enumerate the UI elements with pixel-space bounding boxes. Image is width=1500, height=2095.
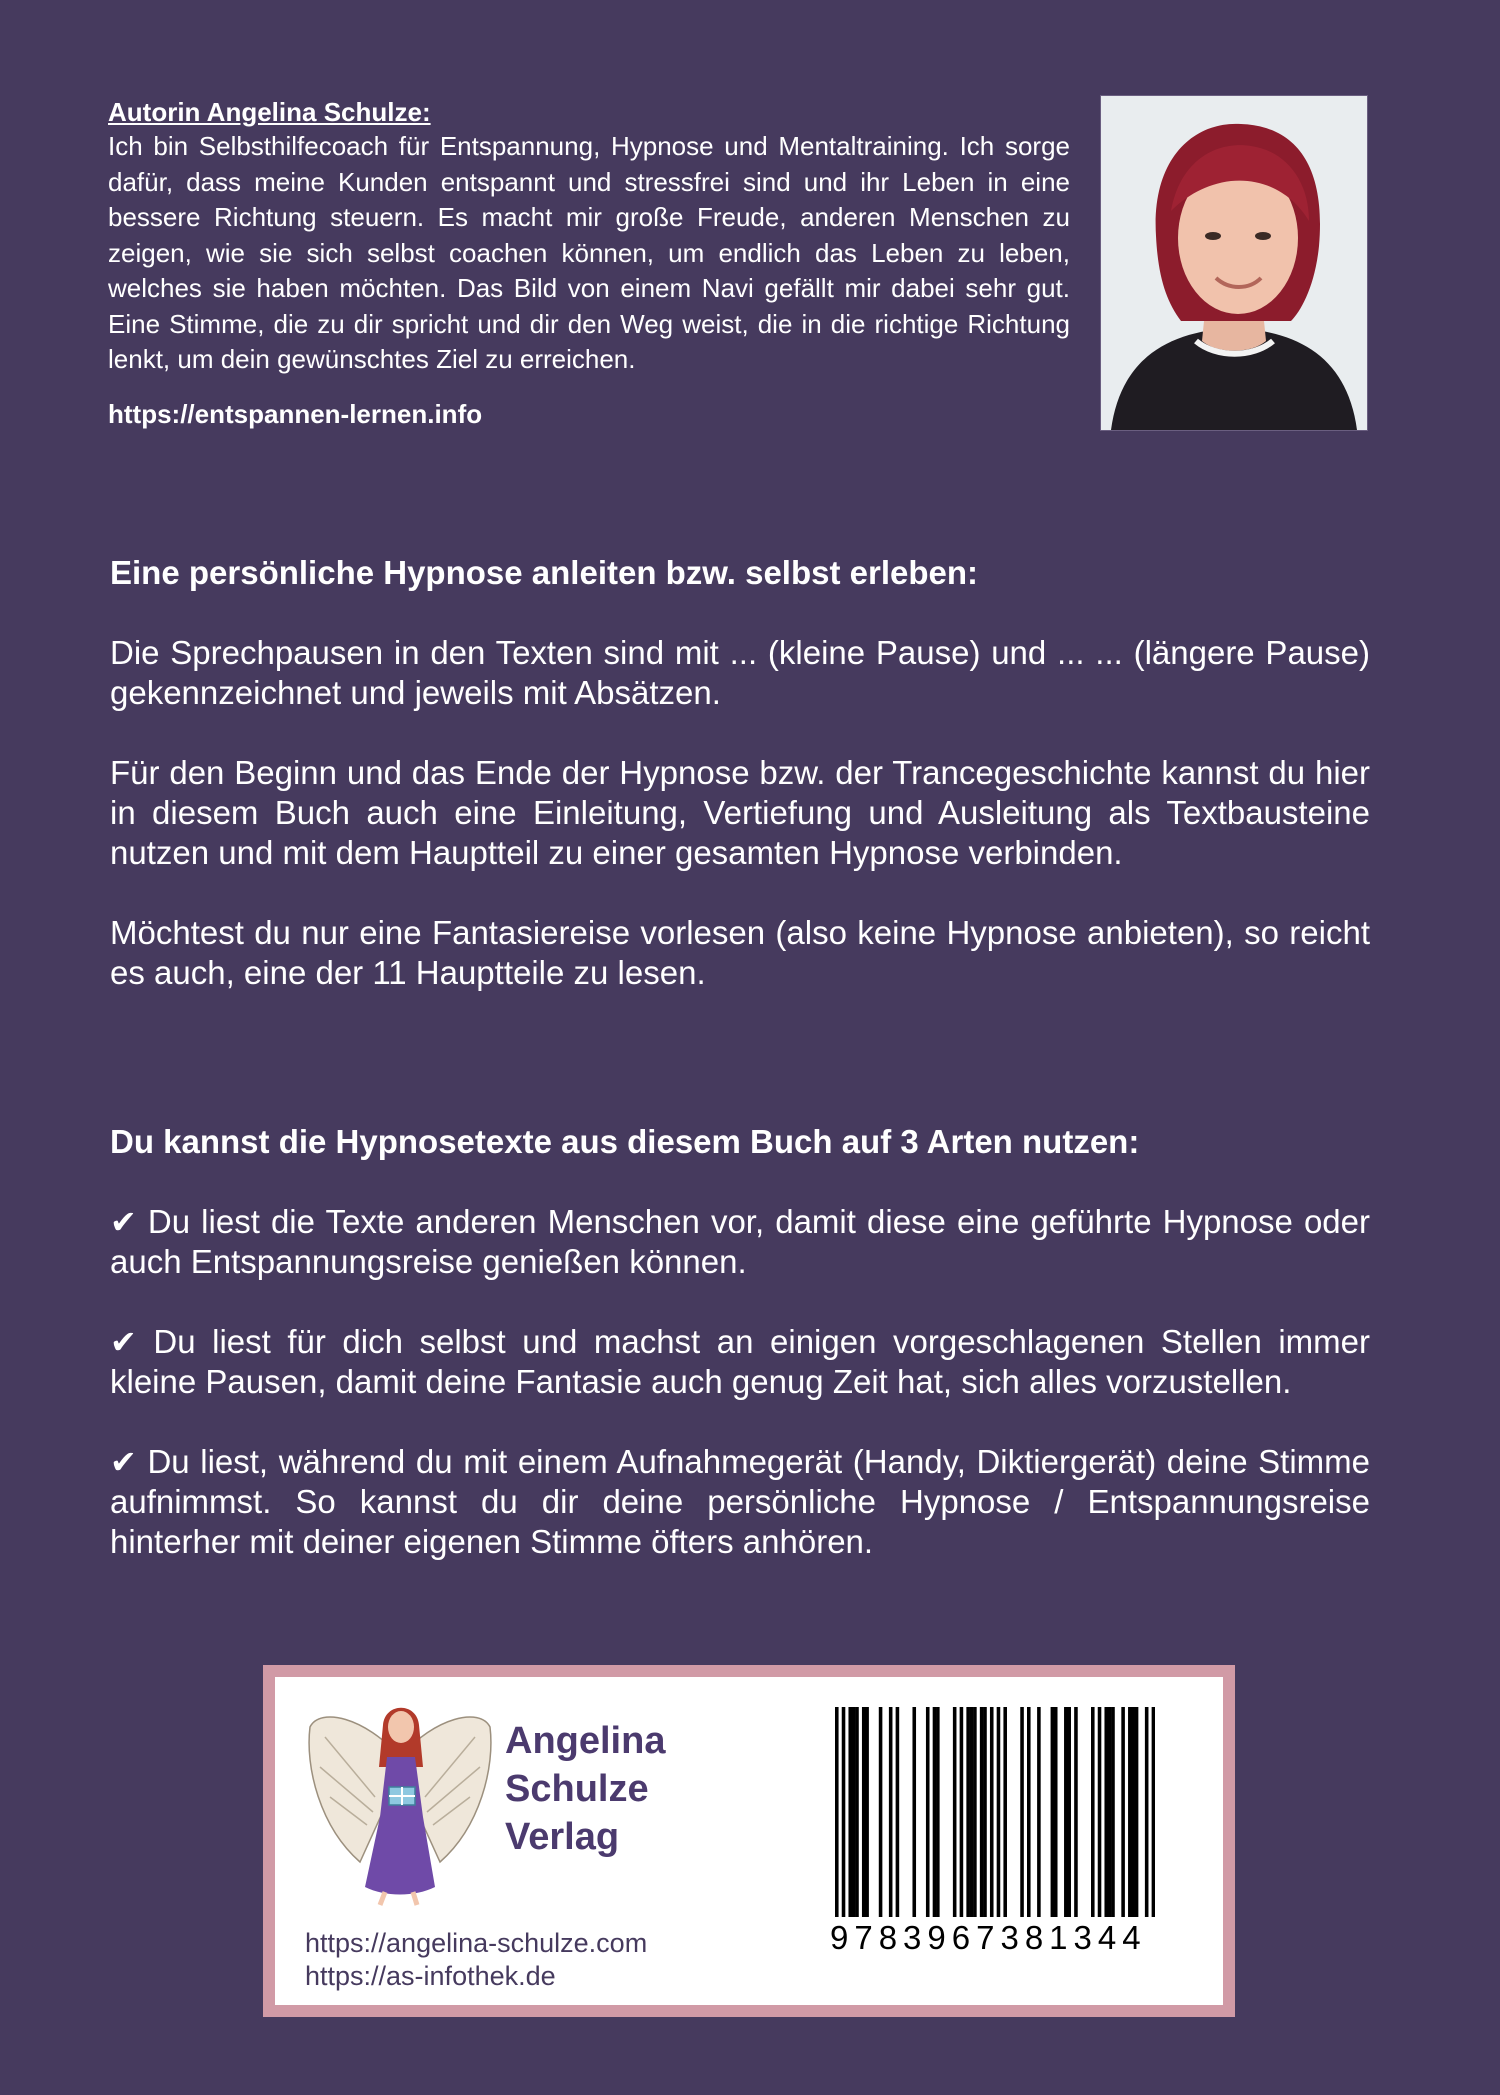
barcode-bar: [1051, 1707, 1055, 1917]
barcode-bar: [1131, 1707, 1135, 1917]
author-photo: [1100, 95, 1368, 431]
barcode-bar: [1152, 1707, 1155, 1917]
usage-heading: Du kannst die Hypnosetexte aus diesem Buch auf 3 Arten nutzen:: [110, 1123, 1140, 1160]
barcode-bar: [1067, 1707, 1071, 1917]
publisher-name-line: Schulze: [505, 1768, 649, 1810]
publisher-box: [263, 1665, 1235, 2017]
barcode-bar: [1064, 1707, 1068, 1917]
checkmark-icon: ✔: [110, 1443, 137, 1481]
barcode-bar: [990, 1707, 994, 1917]
usage-section: [110, 1122, 1370, 1562]
barcode-bar: [912, 1707, 916, 1917]
barcode-bar: [879, 1707, 883, 1917]
barcode-bar: [1128, 1707, 1132, 1917]
publisher-name: [505, 1717, 765, 1861]
barcode-bar: [835, 1707, 839, 1917]
barcode-bar: [970, 1707, 974, 1917]
barcode-bar: [889, 1707, 893, 1917]
usage-item-text: Du liest für dich selbst und machst an einigen vorgeschlagenen Stellen immer kleine Pausen, damit deine Fantasie auch genug Zeit hat, sich alles vorzustellen.: [110, 1323, 1370, 1400]
publisher-name-line: Verlag: [505, 1816, 620, 1858]
barcode-bar: [865, 1707, 869, 1917]
infothek-url-link[interactable]: https://as-infothek.de: [305, 1961, 556, 1991]
barcode-bar: [1104, 1707, 1108, 1917]
author-section: [108, 95, 1070, 431]
barcode-bar: [926, 1707, 930, 1917]
barcode-bar: [1135, 1707, 1139, 1917]
barcode-bar: [966, 1707, 970, 1917]
barcode-bar: [1108, 1707, 1112, 1917]
usage-list-item: [110, 1442, 1370, 1562]
barcode-bar: [1027, 1707, 1031, 1917]
checkmark-icon: ✔: [110, 1323, 137, 1361]
checkmark-icon: ✔: [110, 1203, 137, 1241]
usage-item-text: Du liest, während du mit einem Aufnahmegerät (Handy, Diktiergerät) deine Stimme aufnimmst. So kannst du dir deine persönliche Hypnose / Entspannungsreise hinterher mit deiner eigenen Stimme öfters anhören.: [110, 1443, 1371, 1560]
isbn-number: 9783967381344: [830, 1919, 1147, 1956]
barcode-bar: [852, 1707, 856, 1917]
barcode-bar: [848, 1707, 852, 1917]
barcode-bar: [1003, 1707, 1007, 1917]
barcode-bar: [960, 1707, 964, 1917]
barcode-bar: [1037, 1707, 1041, 1917]
angel-logo-icon: [305, 1697, 495, 1907]
isbn-barcode: [835, 1707, 1155, 1917]
publisher-name-line: Angelina: [505, 1720, 666, 1762]
barcode-bar: [1111, 1707, 1115, 1917]
instructions-section: [110, 553, 1370, 993]
author-website-link[interactable]: https://entspannen-lernen.info: [108, 398, 483, 429]
instructions-heading: Eine persönliche Hypnose anleiten bzw. selbst erleben:: [110, 554, 979, 591]
instruction-paragraph: Für den Beginn und das Ende der Hypnose bzw. der Trancegeschichte kannst du hier in diesem Buch auch eine Einleitung, Vertiefung und Ausleitung als Textbausteine nutzen und mit dem Hauptteil zu einer gesamten Hypnose verbinden.: [110, 754, 1370, 871]
author-bio: Ich bin Selbsthilfecoach für Entspannung, Hypnose und Mentaltraining. Ich sorge dafür, dass meine Kunden entspannt und stressfrei sind und ihr Leben in eine bessere Richtung steuern. Es macht mir große Freude, anderen Menschen zu zeigen, wie sie sich selbst coachen können, um endlich das Leben zu leben, welches sie haben möchten. Das Bild von einem Navi gefällt mir dabei sehr gut. Eine Stimme, die zu dir spricht und dir den Weg weist, die in die richtige Richtung lenkt, um dein gewünschtes Ziel zu erreichen.: [108, 131, 1070, 374]
instruction-paragraph: Die Sprechpausen in den Texten sind mit ... (kleine Pause) und ... ... (längere Pause) gekennzeichnet und jeweils mit Absätzen.: [110, 634, 1370, 711]
barcode-bar: [862, 1707, 866, 1917]
barcode-bar: [1121, 1707, 1125, 1917]
barcode-bar: [896, 1707, 900, 1917]
barcode-bar: [1020, 1707, 1024, 1917]
usage-list-item: [110, 1322, 1370, 1402]
usage-list-item: [110, 1202, 1370, 1282]
barcode-bar: [1098, 1707, 1102, 1917]
author-portrait-image: [1101, 96, 1367, 430]
barcode-bar: [1074, 1707, 1078, 1917]
barcode-bar: [983, 1707, 987, 1917]
barcode-bar: [953, 1707, 957, 1917]
usage-item-text: Du liest die Texte anderen Menschen vor, damit diese eine geführte Hypnose oder auch Entspannungsreise genießen können.: [110, 1203, 1371, 1280]
barcode-bar: [933, 1707, 937, 1917]
barcode-bar: [1054, 1707, 1058, 1917]
barcode-bar: [1145, 1707, 1149, 1917]
barcode-bar: [997, 1707, 1001, 1917]
author-heading: Autorin Angelina Schulze:: [108, 97, 431, 127]
barcode-bar: [980, 1707, 984, 1917]
barcode-bar: [1091, 1707, 1095, 1917]
barcode-bar: [842, 1707, 846, 1917]
publisher-url-link[interactable]: https://angelina-schulze.com: [305, 1928, 648, 1958]
barcode-bar: [973, 1707, 977, 1917]
barcode-bar: [855, 1707, 859, 1917]
barcode-bar: [936, 1707, 940, 1917]
instruction-paragraph: Möchtest du nur eine Fantasiereise vorlesen (also keine Hypnose anbieten), so reicht es auch, eine der 11 Hauptteile zu lesen.: [110, 914, 1370, 991]
